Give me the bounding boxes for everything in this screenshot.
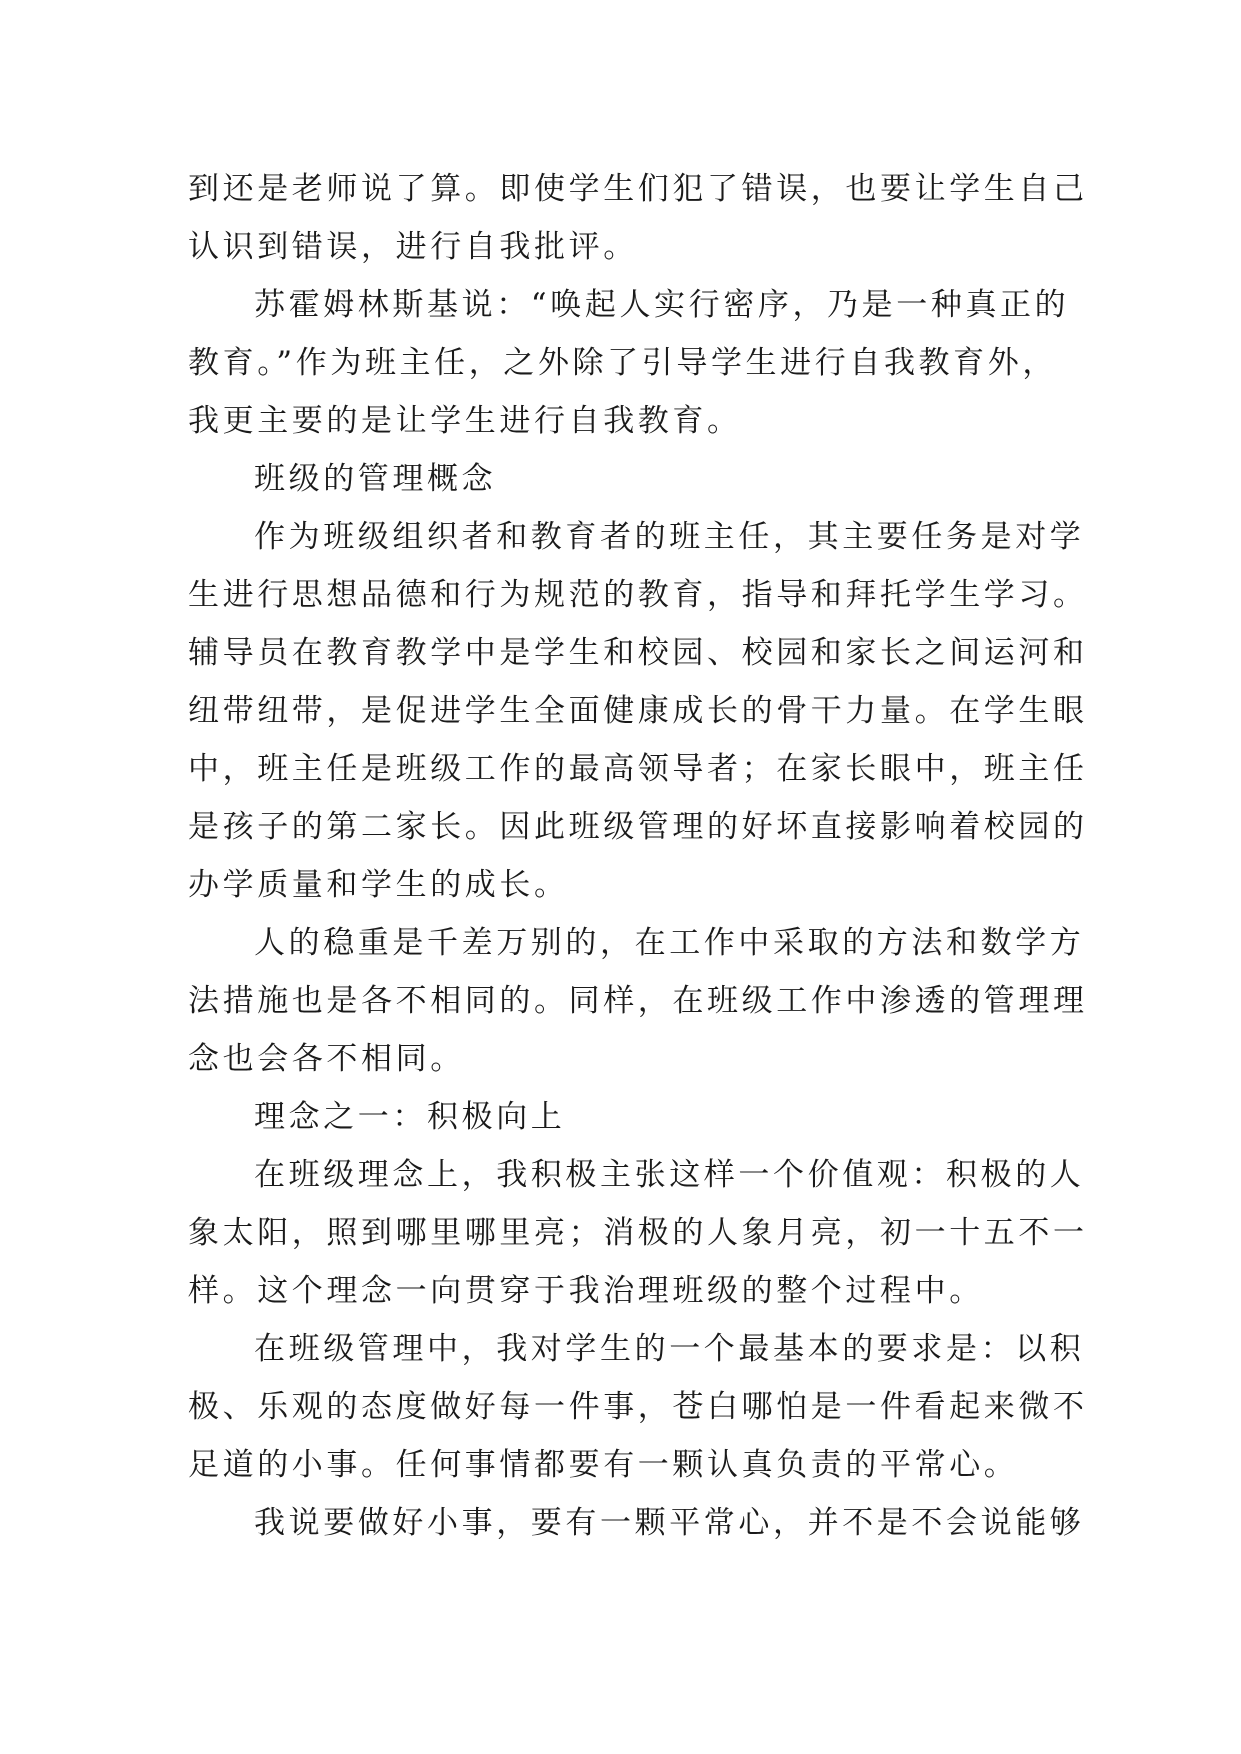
text-line: 我更主要的是让学生进行自我教育。 <box>188 403 742 439</box>
text-line: 象太阳，照到哪里哪里亮；消极的人象月亮，初一十五不一 <box>188 1215 1088 1251</box>
text-line: 中，班主任是班级工作的最高领导者；在家长眼中，班主任 <box>188 751 1088 787</box>
text-line: 生进行思想品德和行为规范的教育，指导和拜托学生学习。 <box>188 577 1088 613</box>
text-line: 在班级管理中，我对学生的一个最基本的要求是：以积 <box>254 1331 1085 1367</box>
text-line: 足道的小事。任何事情都要有一颗认真负责的平常心。 <box>188 1447 1019 1483</box>
text-line: 办学质量和学生的成长。 <box>188 867 569 903</box>
text-line: 教育。”作为班主任，之外除了引导学生进行自我教育外， <box>188 345 1057 381</box>
text-line: 法措施也是各不相同的。同样，在班级工作中渗透的管理理 <box>188 983 1088 1019</box>
document-body <box>188 160 1088 1552</box>
text-line: 苏霍姆林斯基说：“唤起人实行密序，乃是一种真正的 <box>254 287 1070 323</box>
text-line: 我说要做好小事，要有一颗平常心，并不是不会说能够 <box>254 1505 1085 1541</box>
section-heading: 理念之一：积极向上 <box>254 1099 566 1135</box>
section-heading: 班级的管理概念 <box>254 461 497 497</box>
text-line: 作为班级组织者和教育者的班主任，其主要任务是对学 <box>254 519 1085 555</box>
text-line: 到还是老师说了算。即使学生们犯了错误，也要让学生自己 <box>188 171 1088 207</box>
text-line: 极、乐观的态度做好每一件事，苍白哪怕是一件看起来微不 <box>188 1389 1088 1425</box>
text-line: 样。这个理念一向贯穿于我治理班级的整个过程中。 <box>188 1273 984 1309</box>
text-line: 念也会各不相同。 <box>188 1041 465 1077</box>
text-line: 纽带纽带，是促进学生全面健康成长的骨干力量。在学生眼 <box>188 693 1088 729</box>
text-line: 是孩子的第二家长。因此班级管理的好坏直接影响着校园的 <box>188 809 1088 845</box>
text-line: 在班级理念上，我积极主张这样一个价值观：积极的人 <box>254 1157 1085 1193</box>
text-line: 认识到错误，进行自我批评。 <box>188 229 638 265</box>
text-line: 辅导员在教育教学中是学生和校园、校园和家长之间运河和 <box>188 635 1088 671</box>
text-line: 人的稳重是千差万别的，在工作中采取的方法和数学方 <box>254 925 1085 961</box>
